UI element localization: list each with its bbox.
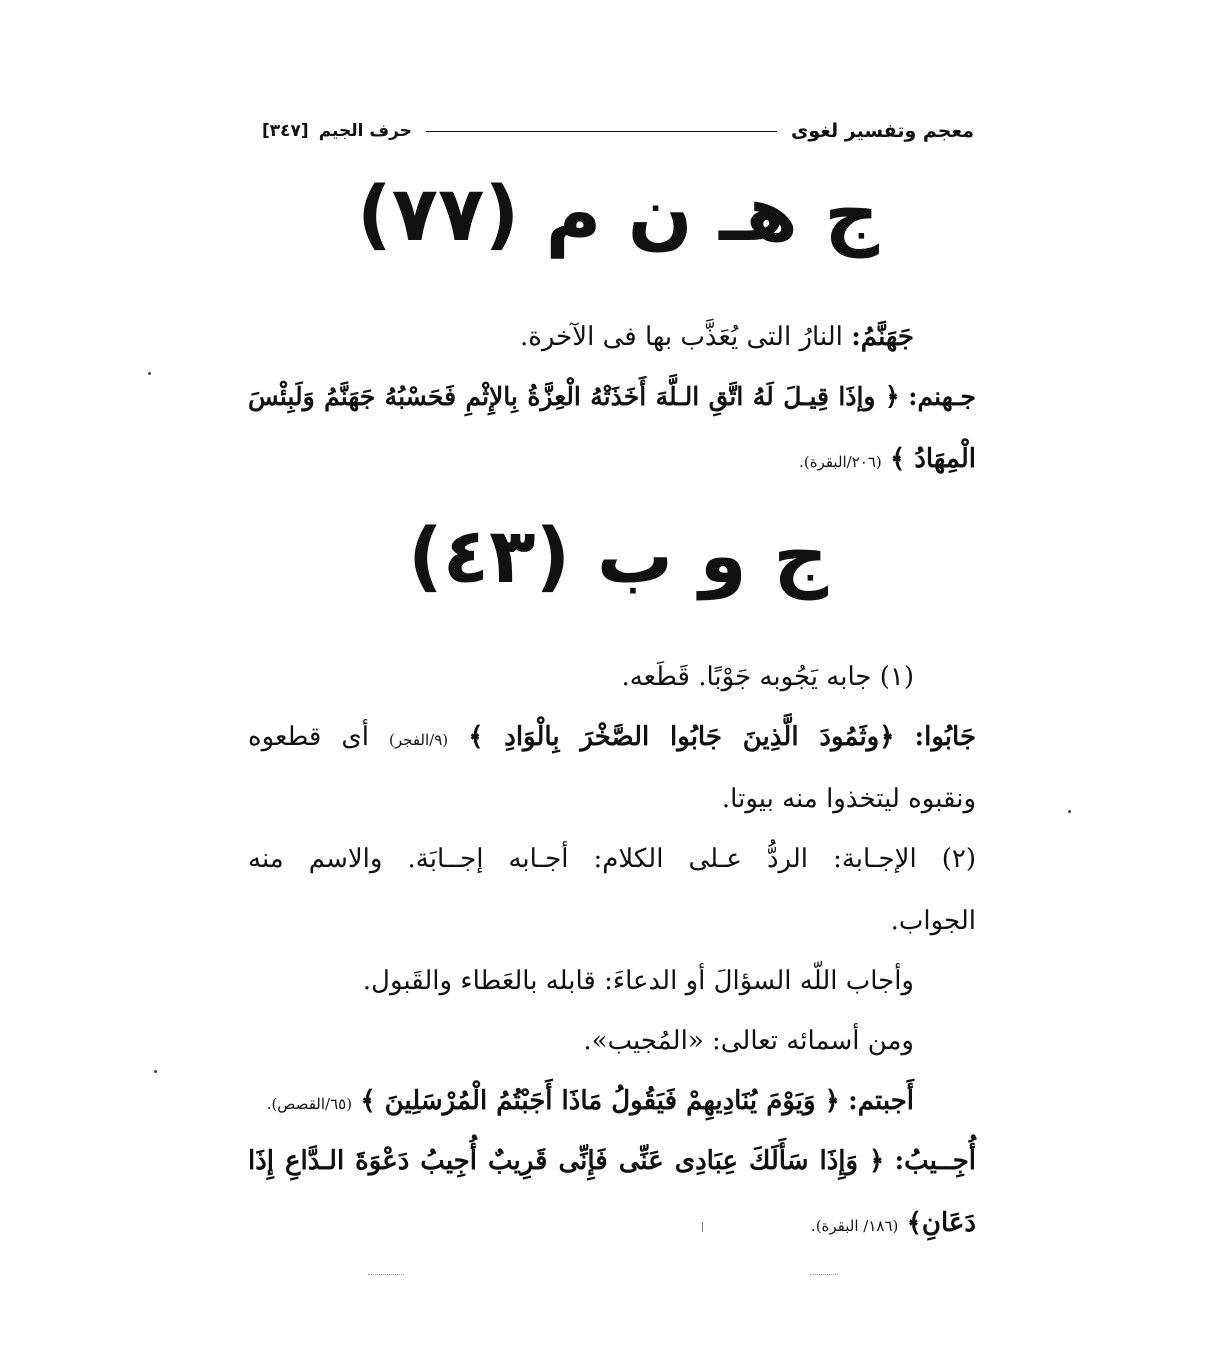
quran-verse: دَعَانِ﴾ [906, 1208, 976, 1238]
quran-verse: ﴿ وَإِذَا سَأَلَكَ عِبَادِى عَنِّى فَإِنِّى قَرِيبٌ أُجِيبُ دَعْوَةَ الـدَّاعِ إِذَا [248, 1146, 885, 1176]
header-rule [426, 131, 777, 132]
page-number: [٣٤٧] [262, 121, 309, 141]
verse-reference: (٢٠٦/البقرة). [799, 453, 882, 471]
scan-speck [154, 1070, 157, 1073]
entry-headword: جَابُوا: [914, 722, 977, 752]
entry-line [248, 1026, 914, 1057]
entry-line [248, 382, 976, 412]
scan-mark [368, 1274, 404, 1275]
entry-headword: أَجبتم: [848, 1086, 914, 1116]
scan-mark [810, 1274, 838, 1275]
quran-verse: الْمِهَادُ ﴾ [890, 444, 976, 474]
entry-text: أى قطعوه [248, 722, 369, 752]
entry-line [248, 784, 976, 815]
verse-reference: (٦٥/القصص). [266, 1095, 353, 1113]
verse-reference: (١٨٦/ البقرة). [810, 1217, 899, 1235]
entry-line [248, 1208, 976, 1239]
scan-speck [1068, 810, 1071, 813]
entry-text: وأجاب اللّه السؤالَ أو الدعاءَ: قابله بالعَطاء والقَبول. [362, 966, 914, 996]
scan-mark [702, 1222, 703, 1232]
entry-line [248, 1146, 976, 1177]
entry-text: الجواب. [890, 906, 976, 936]
entry-line [248, 722, 976, 753]
entry-text: ونقبوه ليتخذوا منه بيوتا. [721, 784, 976, 814]
entry-line [248, 966, 914, 997]
quran-verse: ﴿ وإذَا قِيـلَ لَهُ اتَّقِ الـلَّهَ أَخَذَتْهُ الْعِزَّةُ بِالإِثْمِ فَحَسْبُهُ جَهَنَّمُ وَلَبِئْسَ [248, 382, 900, 411]
entry-text: (٢) الإجـابة: الردُّ عـلى الكلام: أجـابه إجــابَة. والاسم منه [248, 844, 976, 874]
entry-line [248, 322, 914, 353]
entry-line [248, 906, 976, 937]
entry-headword: جَهَنَّمُ: [851, 322, 914, 352]
entry-text: النارُ التى يُعَذَّب بها فى الآخرة. [519, 322, 843, 352]
scan-speck [148, 372, 151, 375]
entry-line [248, 844, 976, 875]
quran-verse: ﴿ وَيَوْمَ يُنَادِيهِمْ فَيَقُولُ مَاذَا أَجَبْتُمُ الْمُرْسَلِينَ ﴾ [360, 1086, 840, 1116]
entry-text: ومن أسمائه تعالى: «المُجيب». [583, 1026, 914, 1056]
running-header [262, 118, 974, 144]
quran-verse: ﴿وثَمُودَ الَّذِينَ جَابُوا الصَّخْرَ بِالْوَادِ ﴾ [468, 722, 895, 752]
entry-headword: جـهنم: [908, 382, 976, 411]
root-heading: ج هـ ن م (٧٧) [356, 169, 880, 258]
verse-reference: (٩/الفجر) [389, 731, 449, 749]
entry-headword: أُجِــيبُ: [894, 1146, 976, 1176]
entry-line [248, 1086, 914, 1117]
entry-line [248, 662, 914, 693]
root-heading: ج و ب (٤٣) [407, 511, 828, 600]
entry-line [248, 444, 976, 475]
chapter-name: حرف الجيم [318, 121, 412, 141]
book-title: معجم وتفسير لغوى [790, 120, 974, 142]
entry-text: (١) جابه يَجُوبه جَوْبًا. قَطَعه. [621, 662, 914, 692]
